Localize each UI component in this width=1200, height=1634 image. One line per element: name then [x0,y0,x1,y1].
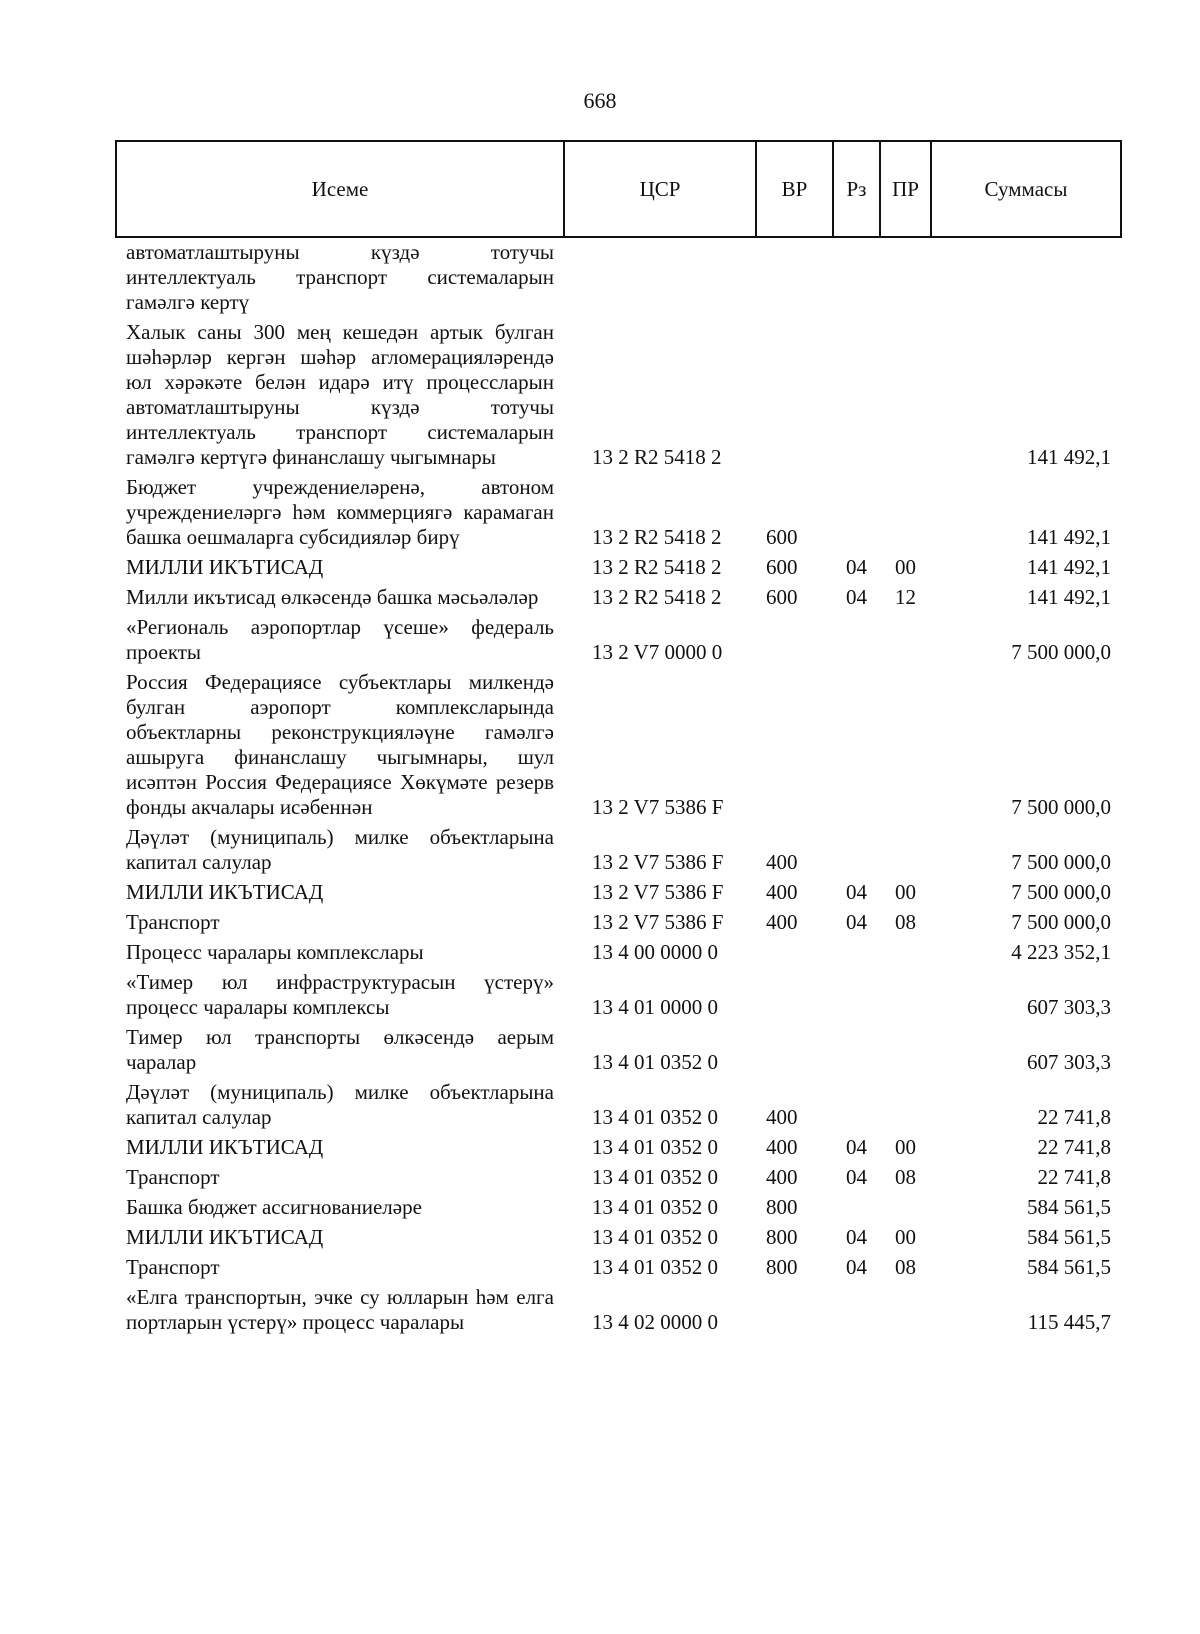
cell-sum: 22 741,8 [1037,1165,1111,1189]
cell-csr: 13 2 R2 5418 2 [592,525,722,549]
cell-name: автоматлаштыруны күздә тотучы интеллектуаль транспорт системаларын гамәлгә кертү [126,240,554,314]
table-row [116,908,1121,938]
cell-pr [880,237,931,318]
cell-name: «Елга транспортын, эчке су юлларын һәм елга портларын үстерү» процесс чаралары [126,1285,554,1334]
table-row [116,613,1121,668]
cell-rz: 04 [846,555,867,579]
cell-csr: 13 4 02 0000 0 [592,1310,718,1334]
cell-vr: 400 [766,1135,798,1159]
cell-csr: 13 4 01 0352 0 [592,1135,718,1159]
cell-sum: 584 561,5 [1027,1195,1111,1219]
cell-sum: 141 492,1 [1027,445,1111,469]
cell-name: Россия Федерациясе субъектлары милкендә булган аэропорт комплексларында объектларны реконструкцияләүне гамәлгә ашыруга финанслашу чыгымнары, шул исәптән Россия Федерациясе Хөкүмәте резерв фонды акчалары исәбеннән [126,670,554,819]
table-row [116,668,1121,823]
cell-sum: 584 561,5 [1027,1255,1111,1279]
cell-vr [756,968,833,1023]
cell-rz: 04 [846,1225,867,1249]
cell-csr: 13 4 01 0000 0 [592,995,718,1019]
cell-rz [833,1283,880,1338]
table-body [116,237,1121,1338]
table-row [116,878,1121,908]
cell-name: Процесс чаралары комплекслары [126,940,424,964]
cell-pr [880,968,931,1023]
cell-vr: 600 [766,525,798,549]
table-row [116,1023,1121,1078]
cell-sum: 7 500 000,0 [1011,910,1111,934]
cell-vr [756,938,833,968]
cell-name: МИЛЛИ ИКЪТИСАД [126,555,324,579]
header-rz: Рз [833,141,880,237]
cell-vr [756,668,833,823]
cell-name: Милли икътисад өлкәсендә башка мәсьәләләр [126,585,539,609]
table-row [116,1163,1121,1193]
cell-rz [833,968,880,1023]
table-row [116,1193,1121,1223]
cell-pr [880,473,931,553]
cell-pr [880,938,931,968]
cell-csr: 13 2 V7 5386 F [592,880,724,904]
table-row [116,473,1121,553]
cell-sum: 22 741,8 [1037,1135,1111,1159]
cell-sum: 7 500 000,0 [1011,795,1111,819]
cell-sum: 141 492,1 [1027,555,1111,579]
cell-vr [756,318,833,473]
cell-sum: 4 223 352,1 [1011,940,1111,964]
cell-rz [833,318,880,473]
cell-pr: 08 [895,1255,916,1279]
cell-rz [833,1078,880,1133]
table-row [116,1283,1121,1338]
cell-pr: 12 [895,585,916,609]
cell-pr [880,668,931,823]
cell-pr: 00 [895,880,916,904]
table-row [116,1253,1121,1283]
cell-name: Транспорт [126,1165,220,1189]
cell-csr: 13 4 01 0352 0 [592,1165,718,1189]
cell-sum: 7 500 000,0 [1011,640,1111,664]
cell-rz [833,237,880,318]
cell-csr: 13 2 R2 5418 2 [592,445,722,469]
cell-csr: 13 4 01 0352 0 [592,1105,718,1129]
table-row [116,553,1121,583]
cell-name: Бюджет учреждениеләренә, автоном учреждениеләргә һәм коммерциягә карамаган башка оешмаларга субсидияләр бирү [126,475,554,549]
cell-sum: 22 741,8 [1037,1105,1111,1129]
cell-vr: 400 [766,1105,798,1129]
cell-name: Транспорт [126,1255,220,1279]
cell-vr: 400 [766,850,798,874]
table-row [116,1133,1121,1163]
table-row [116,1078,1121,1133]
cell-rz [833,938,880,968]
cell-sum: 141 492,1 [1027,525,1111,549]
table-row [116,583,1121,613]
cell-pr: 00 [895,555,916,579]
table-row [116,237,1121,318]
cell-name: Дәүләт (муниципаль) милке объектларына капитал салулар [126,825,554,874]
cell-rz: 04 [846,1135,867,1159]
cell-vr [756,1283,833,1338]
cell-pr: 08 [895,1165,916,1189]
cell-vr: 400 [766,880,798,904]
cell-sum: 115 445,7 [1027,1310,1111,1334]
cell-csr: 13 4 00 0000 0 [592,940,718,964]
cell-vr: 600 [766,585,798,609]
cell-csr: 13 2 V7 0000 0 [592,640,723,664]
cell-sum: 7 500 000,0 [1011,880,1111,904]
cell-name: МИЛЛИ ИКЪТИСАД [126,1225,324,1249]
cell-rz: 04 [846,1165,867,1189]
cell-pr [880,823,931,878]
header-csr: ЦСР [564,141,756,237]
cell-pr: 08 [895,910,916,934]
budget-table [115,140,1122,1338]
cell-csr: 13 2 R2 5418 2 [592,555,722,579]
table-row [116,318,1121,473]
cell-csr: 13 4 01 0352 0 [592,1195,718,1219]
cell-csr: 13 2 V7 5386 F [592,850,724,874]
cell-csr: 13 2 R2 5418 2 [592,585,722,609]
cell-vr: 800 [766,1195,798,1219]
cell-vr [756,613,833,668]
table-row [116,938,1121,968]
cell-name: Транспорт [126,910,220,934]
cell-rz [833,823,880,878]
cell-vr [756,237,833,318]
cell-csr: 13 2 V7 5386 F [592,910,724,934]
header-vr: ВР [756,141,833,237]
table-row [116,968,1121,1023]
cell-sum: 141 492,1 [1027,585,1111,609]
cell-vr: 400 [766,1165,798,1189]
cell-vr [756,1023,833,1078]
cell-rz [833,668,880,823]
cell-name: «Региональ аэропортлар үсеше» федераль проекты [126,615,554,664]
cell-pr [880,1193,931,1223]
cell-name: «Тимер юл инфраструктурасын үстерү» процесс чаралары комплексы [126,970,554,1019]
cell-rz: 04 [846,585,867,609]
header-name: Исеме [116,141,564,237]
cell-name: МИЛЛИ ИКЪТИСАД [126,1135,324,1159]
cell-rz [833,473,880,553]
cell-name: Дәүләт (муниципаль) милке объектларына капитал салулар [126,1080,554,1129]
cell-sum: 7 500 000,0 [1011,850,1111,874]
cell-rz [833,1023,880,1078]
cell-vr: 800 [766,1225,798,1249]
page-number: 668 [583,88,617,113]
table-row [116,1223,1121,1253]
cell-name: Башка бюджет ассигнованиеләре [126,1195,422,1219]
cell-pr: 00 [895,1135,916,1159]
cell-sum: 607 303,3 [1027,995,1111,1019]
cell-pr [880,1078,931,1133]
cell-name: МИЛЛИ ИКЪТИСАД [126,880,324,904]
cell-rz: 04 [846,880,867,904]
cell-sum: 584 561,5 [1027,1225,1111,1249]
cell-rz [833,613,880,668]
cell-pr [880,1023,931,1078]
cell-pr [880,318,931,473]
cell-csr: 13 2 V7 5386 F [592,795,724,819]
cell-pr [880,1283,931,1338]
header-sum: Суммасы [931,141,1121,237]
cell-csr: 13 4 01 0352 0 [592,1225,718,1249]
cell-vr: 800 [766,1255,798,1279]
cell-vr: 600 [766,555,798,579]
cell-sum: 607 303,3 [1027,1050,1111,1074]
cell-csr [564,237,756,318]
cell-sum [931,237,1121,318]
cell-pr [880,613,931,668]
table-row [116,823,1121,878]
cell-rz: 04 [846,910,867,934]
cell-name: Тимер юл транспорты өлкәсендә аерым чаралар [126,1025,554,1074]
cell-name: Халык саны 300 мең кешедән артык булган шәһәрләр кергән шәһәр агломерацияләрендә юл хәрәкәте белән идарә итү процессларын автоматлаштыруны күздә тотучы интеллектуаль транспорт системаларын гамәлгә кертүгә финанслашу чыгымнары [126,320,554,469]
cell-csr: 13 4 01 0352 0 [592,1255,718,1279]
table-header [116,141,1121,237]
cell-csr: 13 4 01 0352 0 [592,1050,718,1074]
cell-vr: 400 [766,910,798,934]
cell-rz [833,1193,880,1223]
header-pr: ПР [880,141,931,237]
cell-pr: 00 [895,1225,916,1249]
cell-rz: 04 [846,1255,867,1279]
